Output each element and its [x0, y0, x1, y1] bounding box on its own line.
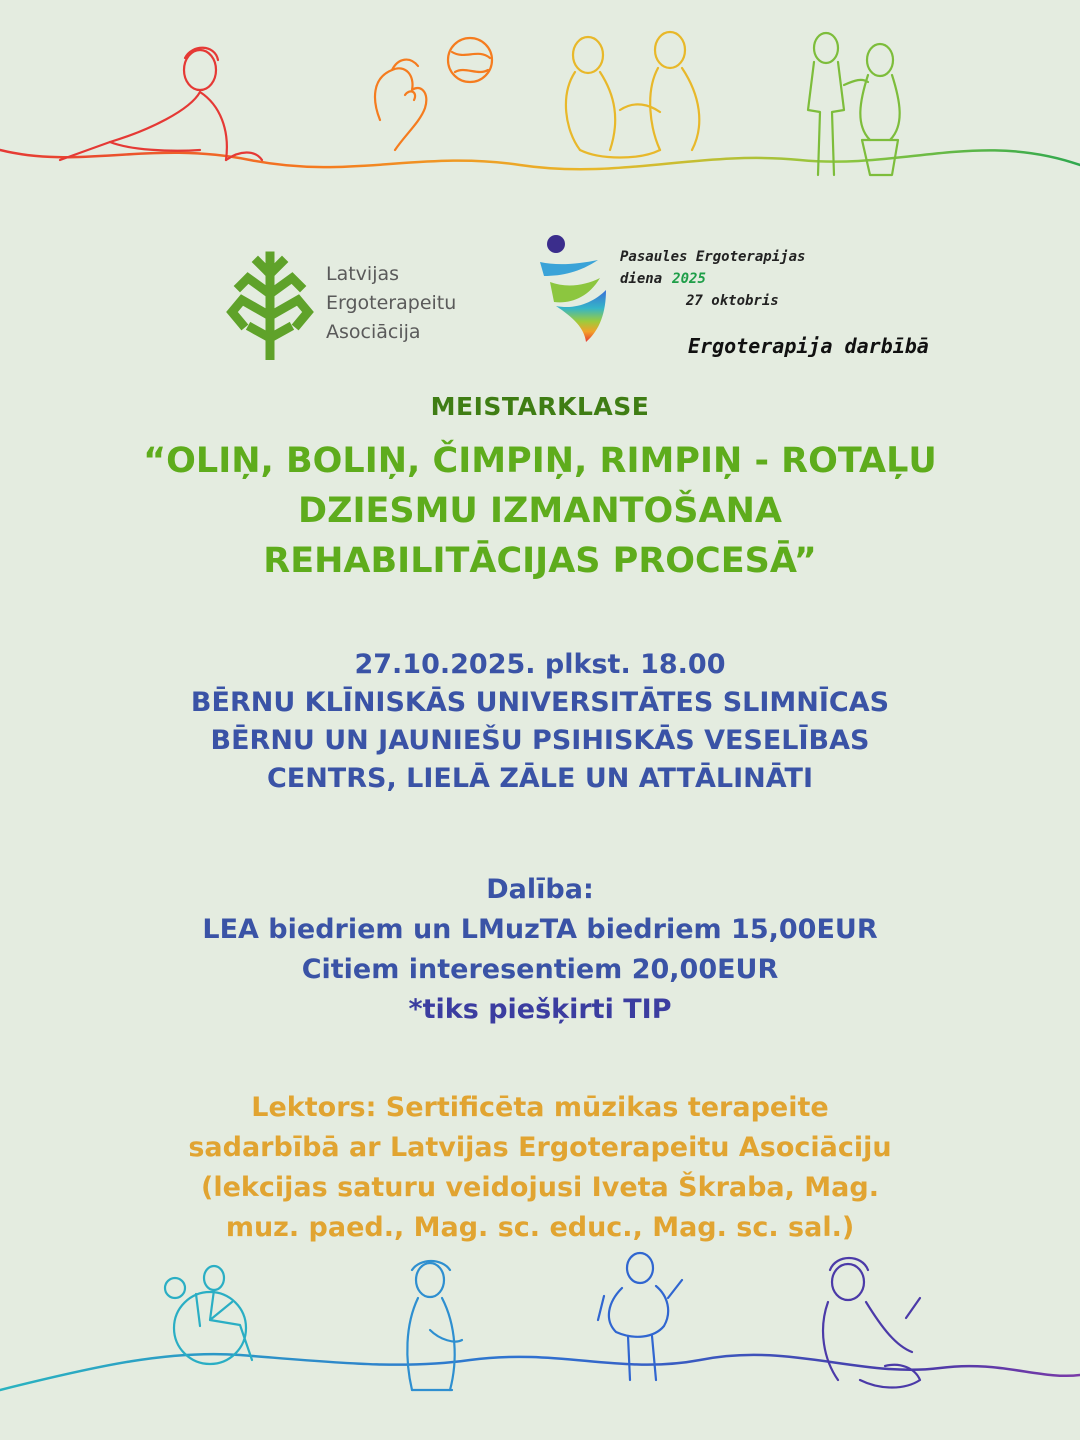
world-day-slogan: Ergoterapija darbībā [688, 334, 929, 358]
lea-tree-icon [222, 248, 318, 360]
members-price: LEA biedriem un LMuzTA biedriem 15,00EUR [202, 914, 878, 945]
lea-name-line-3: Asociācija [326, 321, 421, 343]
bottom-line-art-decoration [0, 1240, 1080, 1440]
event-venue-block [0, 646, 1080, 798]
world-day-line-1: Pasaules Ergoterapijas [620, 249, 806, 265]
event-title-line-3: REHABILITĀCIJAS PROCESĀ” [263, 541, 817, 581]
world-day-date: 27 oktobris [686, 293, 779, 309]
lea-logo [222, 248, 457, 368]
world-ot-day-logo [536, 232, 996, 372]
event-title [0, 436, 1080, 586]
venue-line-2: BĒRNU UN JAUNIEŠU PSIHISKĀS VESELĪBAS [210, 725, 870, 756]
tip-note: *tiks piešķirti TIP [408, 994, 672, 1025]
venue-line-1: BĒRNU KLĪNISKĀS UNIVERSITĀTES SLIMNĪCAS [190, 687, 890, 718]
world-day-year: 2025 [672, 271, 706, 287]
event-type: MEISTARKLASE [430, 392, 650, 421]
lecturer-block [0, 1088, 1080, 1248]
lea-name-line-1: Latvijas [326, 263, 400, 285]
others-price: Citiem interesentiem 20,00EUR [301, 954, 779, 985]
world-day-label: diena [620, 271, 663, 287]
lecturer-line-1: Lektors: Sertificēta mūzikas terapeite [251, 1092, 829, 1123]
event-title-line-2: DZIESMU IZMANTOŠANA [298, 491, 782, 531]
participation-heading: Dalība: [486, 874, 594, 905]
event-title-line-1: “OLIŅ, BOLIŅ, ČIMPIŅ, RIMPIŅ - ROTAĻU [143, 441, 937, 481]
lecturer-line-4: muz. paed., Mag. sc. educ., Mag. sc. sal.) [225, 1212, 855, 1243]
participation-block [0, 870, 1080, 1030]
rainbow-figure-icon [536, 232, 622, 344]
venue-line-3: CENTRS, LIELĀ ZĀLE UN ATTĀLINĀTI [266, 763, 814, 794]
top-line-art-decoration [0, 0, 1080, 200]
lecturer-line-2: sadarbībā ar Latvijas Ergoterapeitu Asociāciju [188, 1132, 892, 1163]
event-datetime: 27.10.2025. plkst. 18.00 [354, 649, 726, 680]
lea-name-line-2: Ergoterapeitu [326, 292, 457, 314]
lecturer-line-3: (lekcijas saturu veidojusi Iveta Škraba, Mag. [201, 1172, 879, 1203]
